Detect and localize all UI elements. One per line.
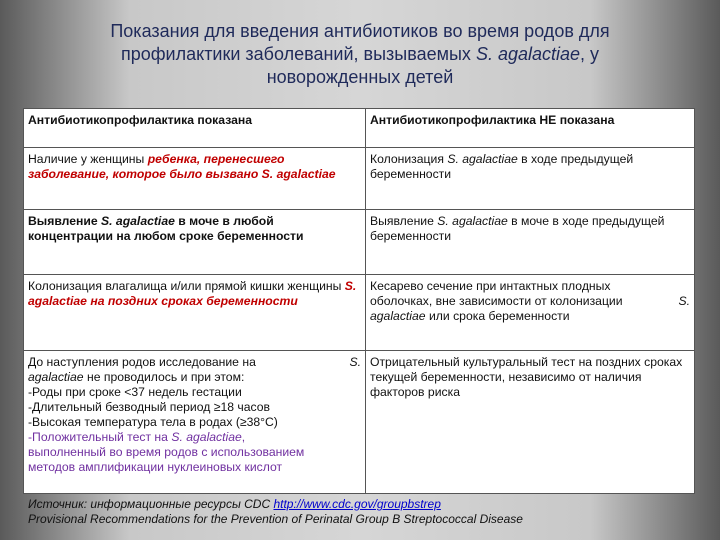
table-row (24, 275, 695, 351)
table-row (24, 210, 695, 275)
header-not-indicated: Антибиотикопрофилактика НЕ показана (366, 109, 695, 148)
indications-table (23, 108, 695, 494)
cell-indicated: Выявление S. agalactiae в моче в любой концентрации на любом сроке беременности (24, 210, 366, 275)
title-line-3: новорожденных детей (266, 67, 454, 87)
slide-title (60, 20, 660, 89)
cell-not-indicated: Выявление S. agalactiae в моче в ходе предыдущей беременности (366, 210, 695, 275)
cdc-link[interactable]: http://www.cdc.gov/groupbstrep (273, 497, 441, 511)
cell-not-indicated: Кесарево сечение при интактных плодных оболочках, вне зависимости от колонизации S. agalactiae или срока беременности (366, 275, 695, 351)
table-row (24, 351, 695, 494)
table-header-row (24, 109, 695, 148)
cell-indicated: До наступления родов исследование на S. agalactiae не проводилось и при этом: -Роды при сроке <37 недель гестации -Длительный безводный период ≥18 часов -Высокая температура тела в родах (≥38°С) -Положительный тест на S. agalactiae, выполненный во время родов с использованием методов амплификации нуклеиновых кислот (24, 351, 366, 494)
source-note: Источник: информационные ресурсы CDC http://www.cdc.gov/groupbstrep Provisional Recommendations for the Prevention of Perinatal Group B Streptococcal Disease (28, 497, 698, 527)
title-line-2: профилактики заболеваний, вызываемых S. agalactiae, у (120, 44, 600, 64)
table-row (24, 148, 695, 210)
cell-not-indicated: Отрицательный культуральный тест на поздних сроках текущей беременности, независимо от наличия факторов риска (366, 351, 695, 494)
source-citation: Provisional Recommendations for the Prevention of Perinatal Group B Streptococcal Disease (28, 512, 523, 526)
title-line-1: Показания для введения антибиотиков во время родов для (110, 21, 610, 41)
header-indicated: Антибиотикопрофилактика показана (24, 109, 366, 148)
cell-not-indicated: Колонизация S. agalactiae в ходе предыдущей беременности (366, 148, 695, 210)
cell-indicated: Колонизация влагалища и/или прямой кишки женщины S. agalactiae на поздних сроках беременности (24, 275, 366, 351)
cell-indicated: Наличие у женщины ребенка, перенесшего заболевание, которое было вызвано S. agalactiae (24, 148, 366, 210)
